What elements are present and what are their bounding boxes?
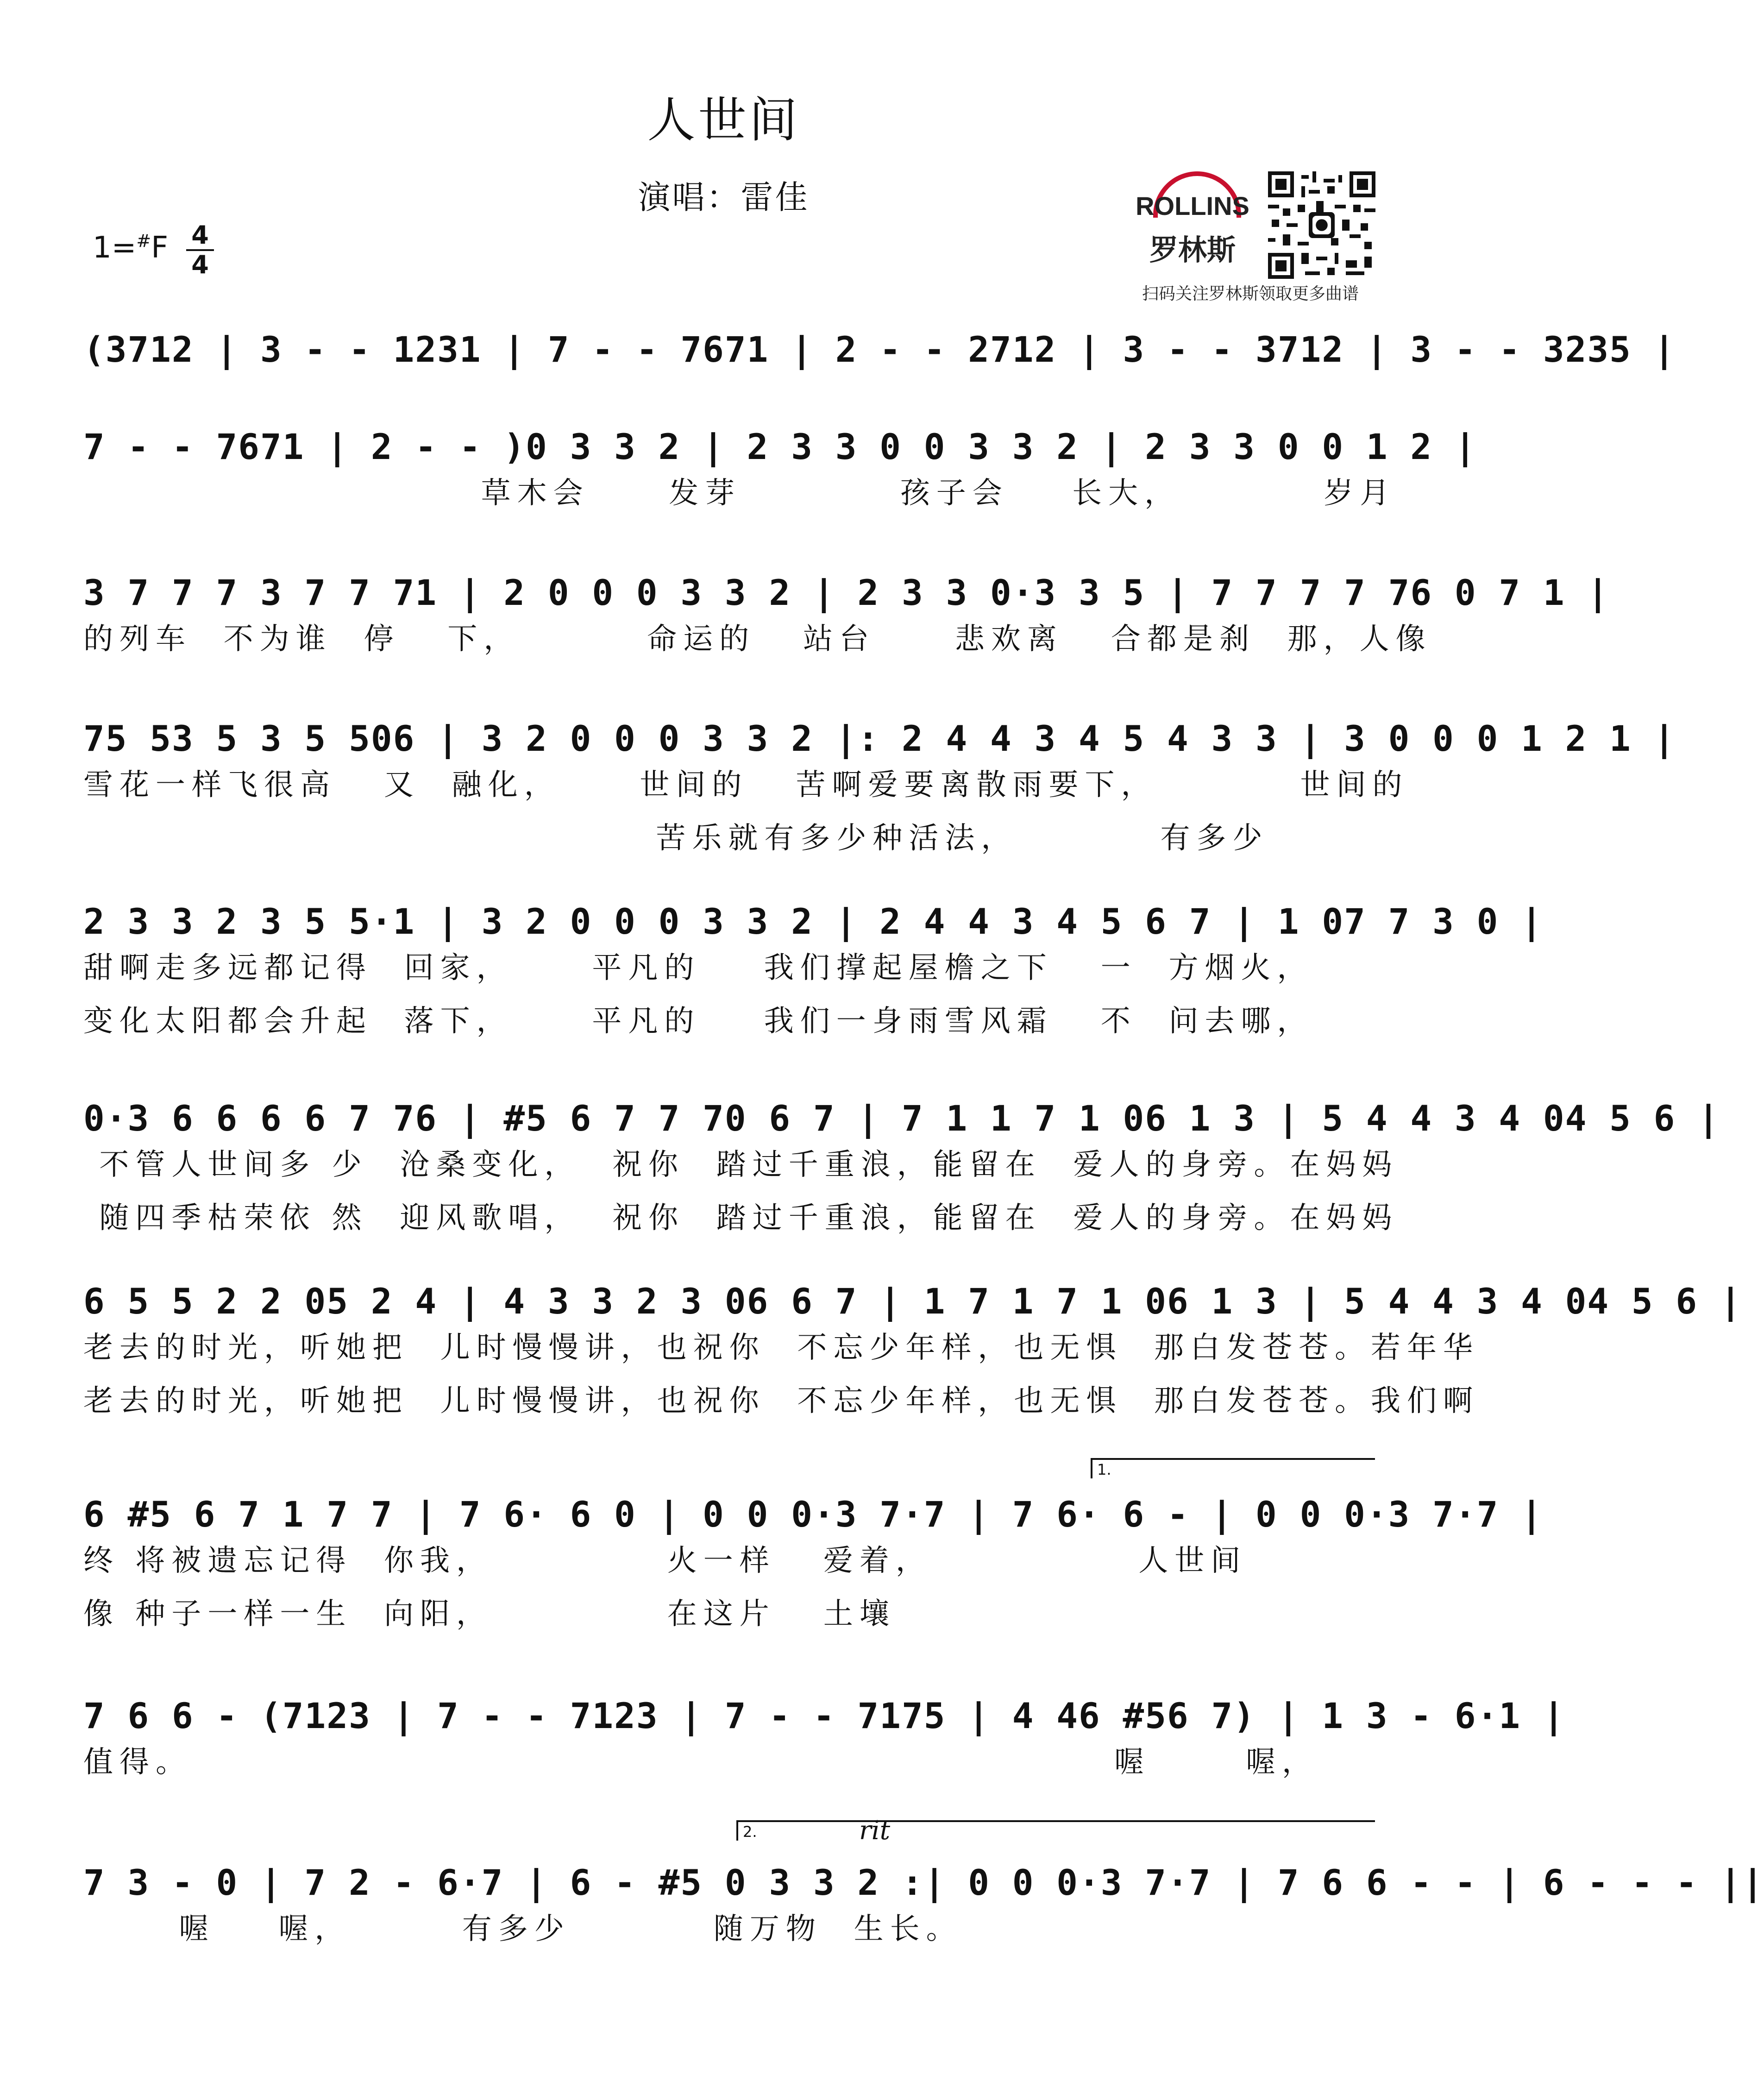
notation-line: 2 3 3 2 3 5 5·1 | 3 2 0 0 0 3 3 2 | 2 4 4 3 4 5 6 7 | 1 07 7 3 0 | [83,901,1543,942]
lyric-line-2: 像 种子一样一生 向阳， 在这片 土壤 [83,1597,896,1631]
lyric-line-1: 终 将被遗忘记得 你我， 火一样 爱着， 人世间 [83,1544,1247,1578]
lyric-line-1: 的列车 不为谁 停 下， 命运的 站台 悲欢离 合都是刹 那，人像 [83,622,1432,656]
notation-line: 0·3 6 6 6 6 7 76 | #5 6 7 7 70 6 7 | 7 1 1 7 1 06 1 3 | 5 4 4 3 4 04 5 6 | [83,1098,1720,1139]
notation-line: 75 53 5 3 5 506 | 3 2 0 0 0 3 3 2 |: 2 4 4 3 4 5 4 3 3 | 3 0 0 0 1 2 1 | [83,718,1676,759]
notation-line: (3712 | 3 - - 1231 | 7 - - 7671 | 2 - - 2712 | 3 - - 3712 | 3 - - 3235 | [83,329,1676,370]
lyric-line-2: 老去的时光，听她把 儿时慢慢讲，也祝你 不忘少年样，也无惧 那白发苍苍。我们啊 [83,1384,1480,1418]
time-signature: 4 4 [186,221,214,279]
lyric-line-1: 喔 喔， 有多少 随万物 生长。 [83,1912,962,1946]
lyric-line-1: 雪花一样飞很高 又 融化， 世间的 苦啊爱要离散雨要下， 世间的 [83,768,1409,802]
notation-line: 7 - - 7671 | 2 - - )0 3 3 2 | 2 3 3 0 0 3 3 2 | 2 3 3 0 0 1 2 | [83,426,1477,467]
lyric-line-1: 值得。 喔 喔， [83,1745,1318,1779]
lyric-line-1: 草木会 发芽 孩子会 长大， 岁月 [83,476,1396,510]
song-title: 人世间 [647,92,800,148]
lyric-line-2: 变化太阳都会升起 落下， 平凡的 我们一身雨雪风霜 不 问去哪， [83,1004,1313,1038]
notation-line: 3 7 7 7 3 7 7 71 | 2 0 0 0 3 3 2 | 2 3 3 0·3 3 5 | 7 7 7 7 76 0 7 1 | [83,572,1610,613]
lyric-line-2: 苦乐就有多少种活法， 有多少 [83,821,1269,855]
second-ending-bracket: 2. [736,1820,1375,1841]
rollins-logo: ROLLINS 罗林斯 [1125,167,1260,273]
qr-code-icon[interactable] [1268,171,1375,279]
ritardando-mark: rit [859,1816,891,1846]
first-ending-bracket: 1. [1091,1458,1375,1478]
qr-caption: 扫码关注罗林斯领取更多曲谱 [1142,284,1359,303]
lyric-line-2: 随四季枯荣依 然 迎风歌唱， 祝你 踏过千重浪，能留在 爱人的身旁。在妈妈 [83,1201,1399,1235]
lyric-line-1: 不管人世间多 少 沧桑变化， 祝你 踏过千重浪，能留在 爱人的身旁。在妈妈 [83,1148,1399,1182]
notation-line: 7 6 6 - (7123 | 7 - - 7123 | 7 - - 7175 | 4 46 #56 7) | 1 3 - 6·1 | [83,1695,1565,1736]
lyric-line-1: 甜啊走多远都记得 回家， 平凡的 我们撑起屋檐之下 一 方烟火， [83,951,1313,985]
key-signature: 1=#F [93,231,168,265]
singer-credit: 演唱：雷佳 [638,178,810,216]
notation-line: 6 #5 6 7 1 7 7 | 7 6· 6 0 | 0 0 0·3 7·7 | 7 6· 6 - | 0 0 0·3 7·7 | [83,1494,1543,1535]
notation-line: 7 3 - 0 | 7 2 - 6·7 | 6 - #5 0 3 3 2 :| 0 0 0·3 7·7 | 7 6 6 - - | 6 - - - || [83,1862,1764,1903]
notation-line: 6 5 5 2 2 05 2 4 | 4 3 3 2 3 06 6 7 | 1 7 1 7 1 06 1 3 | 5 4 4 3 4 04 5 6 | [83,1281,1742,1322]
lyric-line-1: 老去的时光，听她把 儿时慢慢讲，也祝你 不忘少年样，也无惧 那白发苍苍。若年华 [83,1331,1480,1365]
